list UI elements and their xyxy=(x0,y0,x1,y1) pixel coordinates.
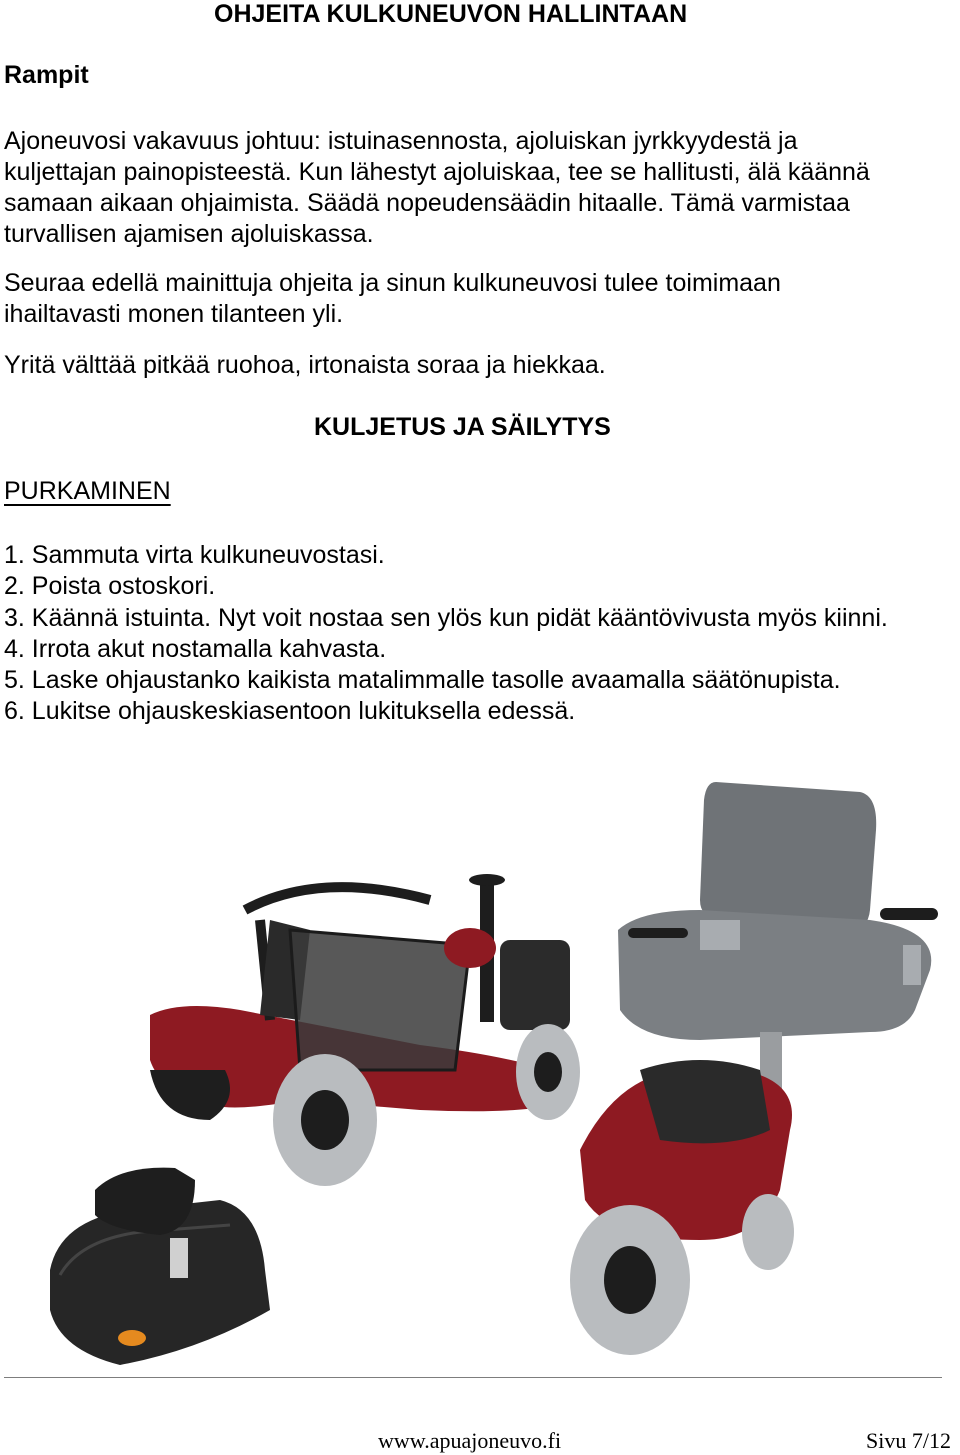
step-item: 3. Käännä istuinta. Nyt voit nostaa sen ylös kun pidät kääntövivusta myös kiinni. xyxy=(4,603,888,632)
paragraph-stability: Ajoneuvosi vakavuus johtuu: istuinasennosta, ajoluiskan jyrkkyydestä ja kuljettajan painopisteestä. Kun lähestyt ajoluiskaa, tee se hallitusti, älä käännä samaan aikaan ohjaimista. Säädä nopeudensäädin hitaalle. Tämä varmistaa turvallisen ajamisen ajoluiskassa. xyxy=(4,127,870,248)
step-item: 2. Poista ostoskori. xyxy=(4,572,216,601)
disassembled-scooter-photo xyxy=(0,770,960,1375)
page-number: Sivu 7/12 xyxy=(866,1428,951,1453)
front-section-illustration xyxy=(150,874,580,1186)
page-title: OHJEITA KULKUNEUVON HALLINTAAN xyxy=(214,0,688,28)
seat-illustration xyxy=(618,782,938,1092)
subheading-disassembly: PURKAMINEN xyxy=(4,477,171,505)
disassembly-steps xyxy=(4,540,954,728)
paragraph-avoid-terrain: Yritä välttää pitkää ruohoa, irtonaista soraa ja hiekkaa. xyxy=(4,351,606,379)
paragraph-follow-instructions: Seuraa edellä mainittuja ohjeita ja sinun kulkuneuvosi tulee toimimaan ihailtavasti monen tilanteen yli. xyxy=(4,269,781,328)
step-item: 6. Lukitse ohjauskeskiasentoon lukituksella edessä. xyxy=(4,697,576,726)
footer-divider xyxy=(4,1377,942,1378)
step-item: 4. Irrota akut nostamalla kahvasta. xyxy=(4,634,387,663)
battery-pack-illustration xyxy=(50,1168,270,1365)
rear-section-illustration xyxy=(570,1060,794,1355)
footer-website: www.apuajoneuvo.fi xyxy=(378,1428,562,1453)
step-item: 5. Laske ohjaustanko kaikista matalimmalle tasolle avaamalla säätönupista. xyxy=(4,666,841,695)
section-heading-rampit: Rampit xyxy=(4,61,89,89)
section-heading-transport: KULJETUS JA SÄILYTYS xyxy=(314,413,611,441)
step-item: 1. Sammuta virta kulkuneuvostasi. xyxy=(4,541,385,569)
